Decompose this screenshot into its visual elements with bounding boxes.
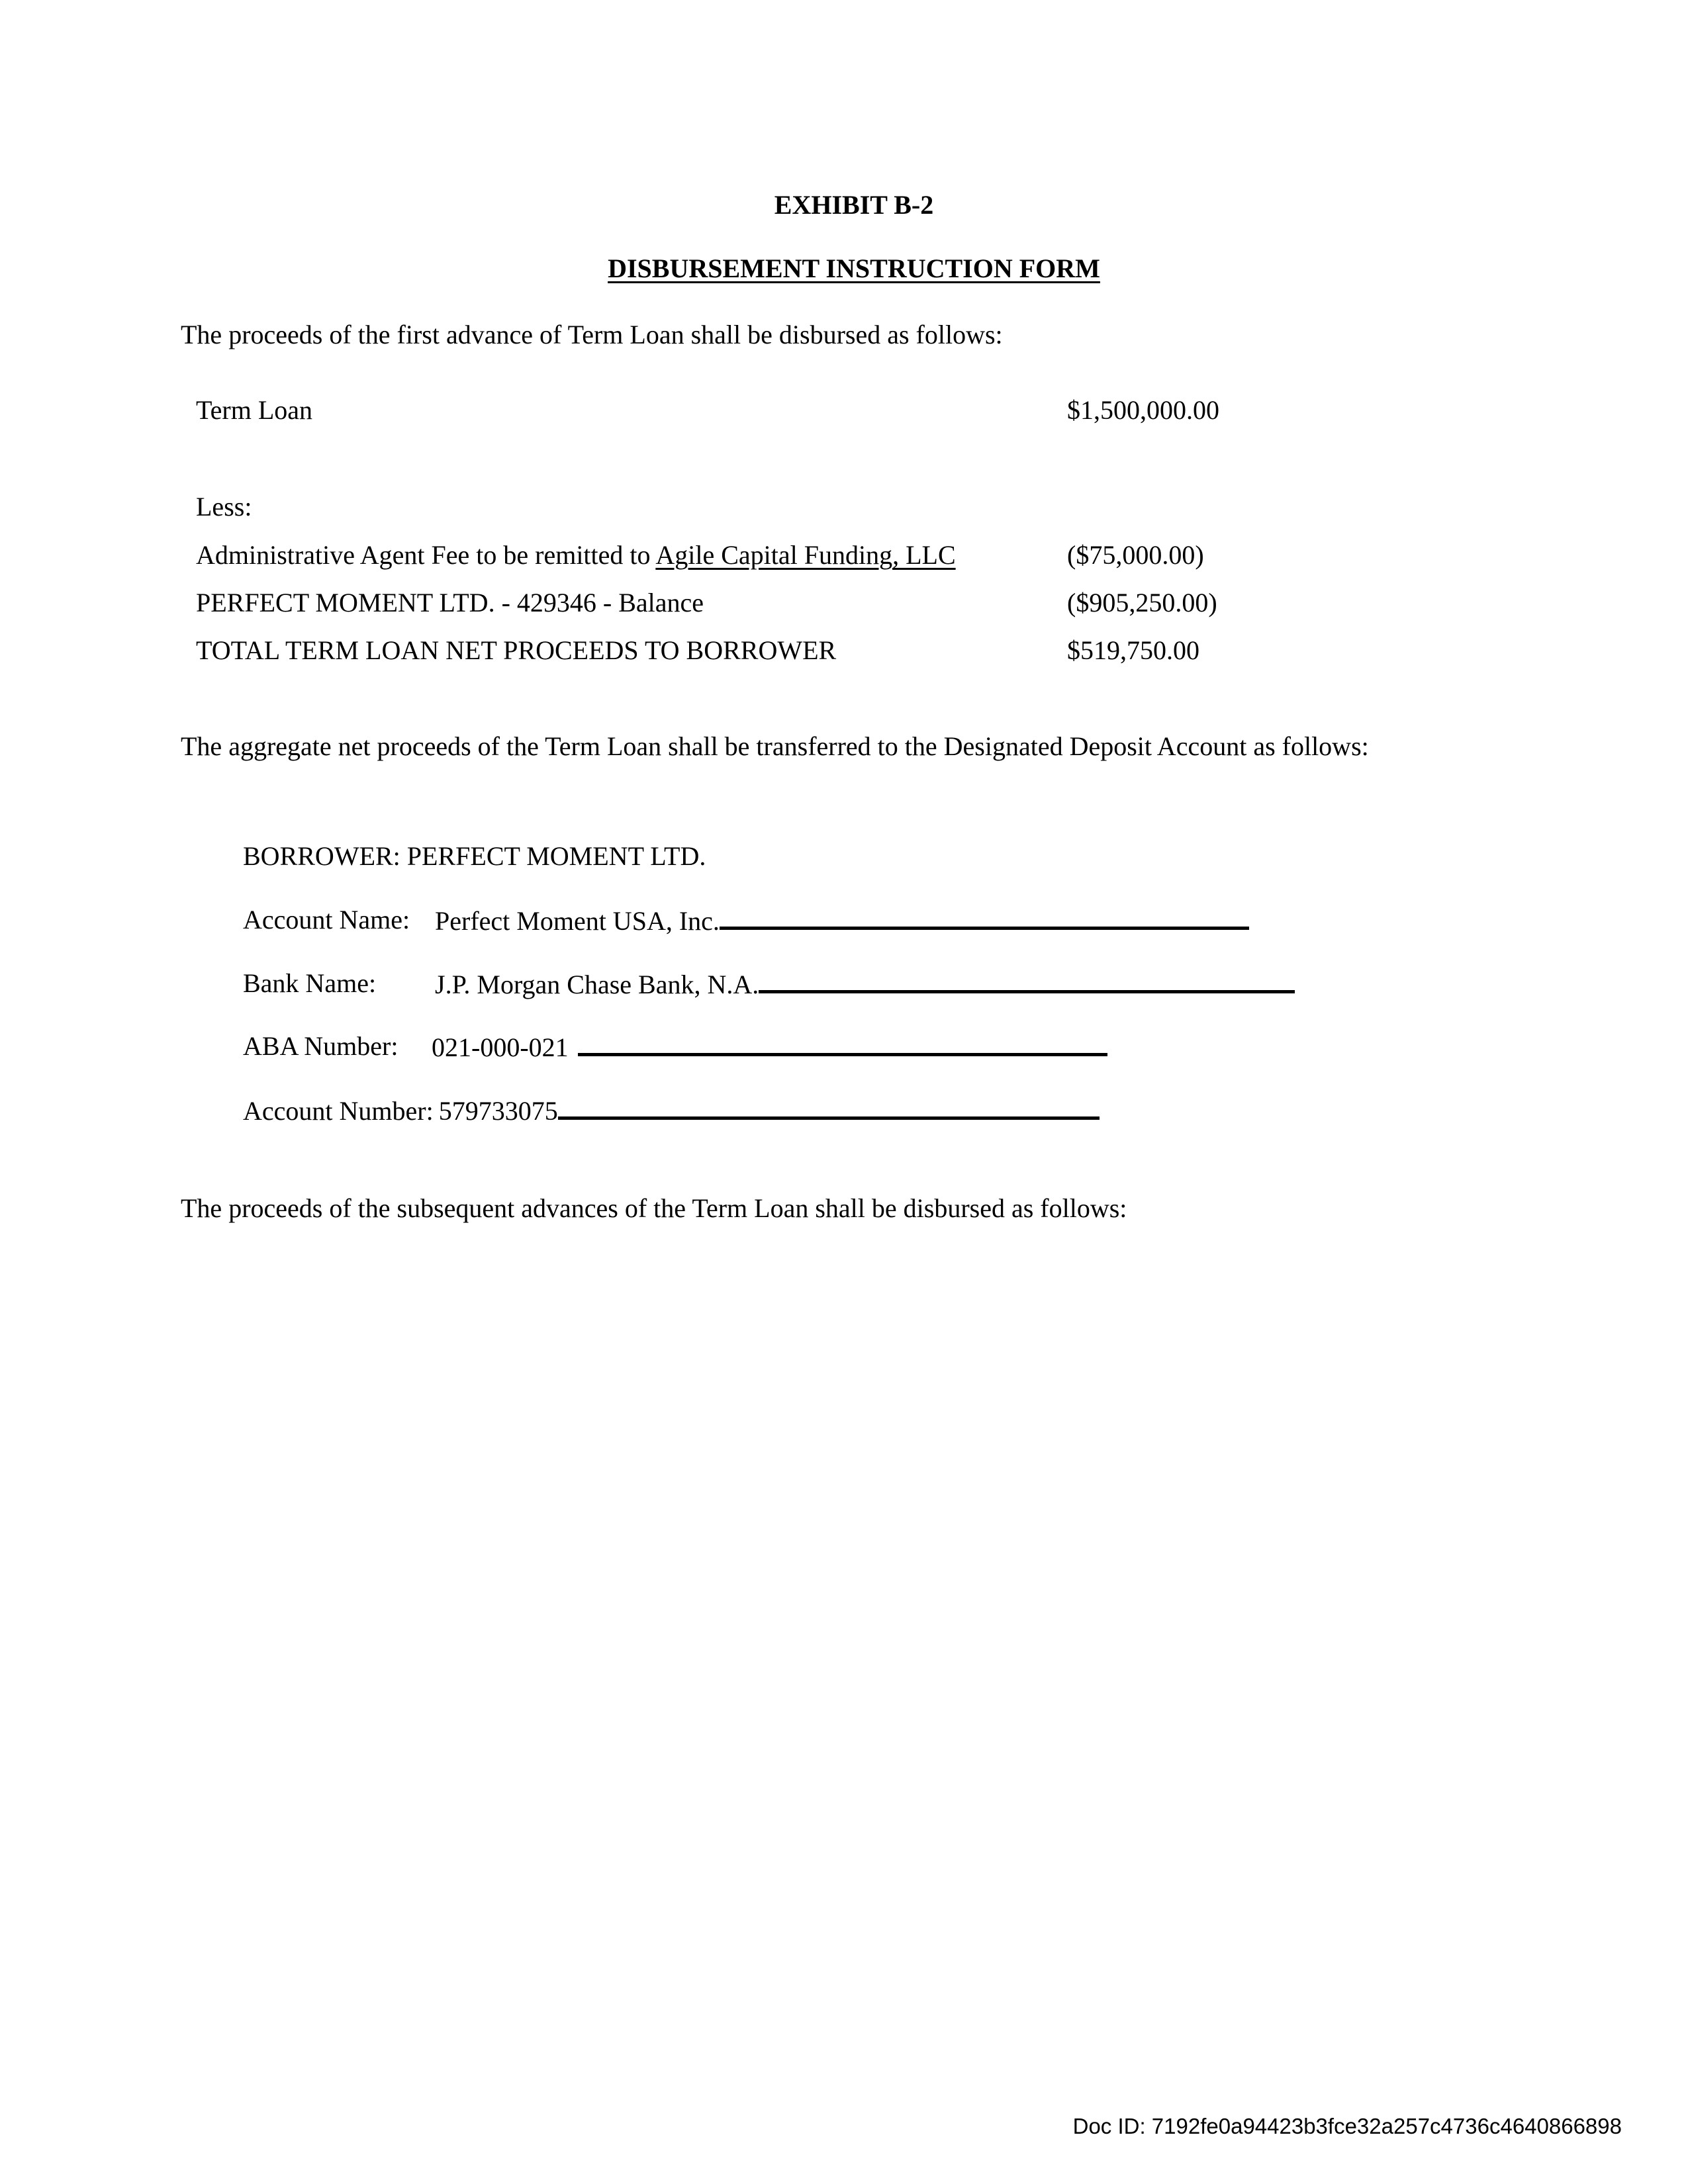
admin-fee-amount: ($75,000.00) <box>1067 540 1204 570</box>
agile-capital-link: Agile Capital Funding, LLC <box>655 540 956 570</box>
borrower-line: BORROWER: PERFECT MOMENT LTD. <box>243 841 706 871</box>
subsequent-text: The proceeds of the subsequent advances of the Term Loan shall be disbursed as follows: <box>181 1193 1127 1223</box>
balance-amount: ($905,250.00) <box>1067 588 1217 617</box>
admin-fee-label <box>196 539 956 571</box>
term-loan-label: Term Loan <box>196 395 313 425</box>
account-name-blank-line <box>720 904 1249 930</box>
aba-label: ABA Number: <box>243 1031 399 1061</box>
account-name-value-row <box>435 904 1249 937</box>
account-number-blank-line <box>558 1094 1100 1120</box>
bank-name-value-row <box>435 968 1295 1001</box>
term-loan-amount: $1,500,000.00 <box>1067 395 1219 425</box>
total-label: TOTAL TERM LOAN NET PROCEEDS TO BORROWER <box>196 635 837 665</box>
account-name-row <box>243 904 410 936</box>
transfer-text: The aggregate net proceeds of the Term Loan shall be transferred to the Designated Deposit Account as follows: <box>181 731 1369 761</box>
account-number-row <box>243 1094 1100 1127</box>
aba-row <box>243 1030 398 1062</box>
bank-name-value: J.P. Morgan Chase Bank, N.A. <box>435 970 759 999</box>
less-label: Less: <box>196 492 252 522</box>
exhibit-title: EXHIBIT B-2 <box>774 190 934 220</box>
bank-name-label: Bank Name: <box>243 968 377 998</box>
aba-value: 021-000-021 <box>432 1032 569 1062</box>
account-number-label: Account Number: <box>243 1096 434 1126</box>
intro-first-advance: The proceeds of the first advance of Term Loan shall be disbursed as follows: <box>181 320 1003 349</box>
balance-label: PERFECT MOMENT LTD. - 429346 - Balance <box>196 588 704 617</box>
account-number-value: 579733075 <box>438 1096 558 1126</box>
account-name-label: Account Name: <box>243 905 410 934</box>
doc-id: Doc ID: 7192fe0a94423b3fce32a257c4736c4640866898 <box>1072 2114 1622 2138</box>
aba-blank-line <box>578 1030 1107 1056</box>
admin-fee-label-prefix: Administrative Agent Fee to be remitted to <box>196 540 656 570</box>
bank-name-blank-line <box>759 968 1295 993</box>
total-amount: $519,750.00 <box>1067 635 1199 665</box>
aba-value-row <box>432 1030 1107 1064</box>
form-title: DISBURSEMENT INSTRUCTION FORM <box>608 253 1100 283</box>
bank-name-row <box>243 968 376 999</box>
account-name-value: Perfect Moment USA, Inc. <box>435 906 720 936</box>
